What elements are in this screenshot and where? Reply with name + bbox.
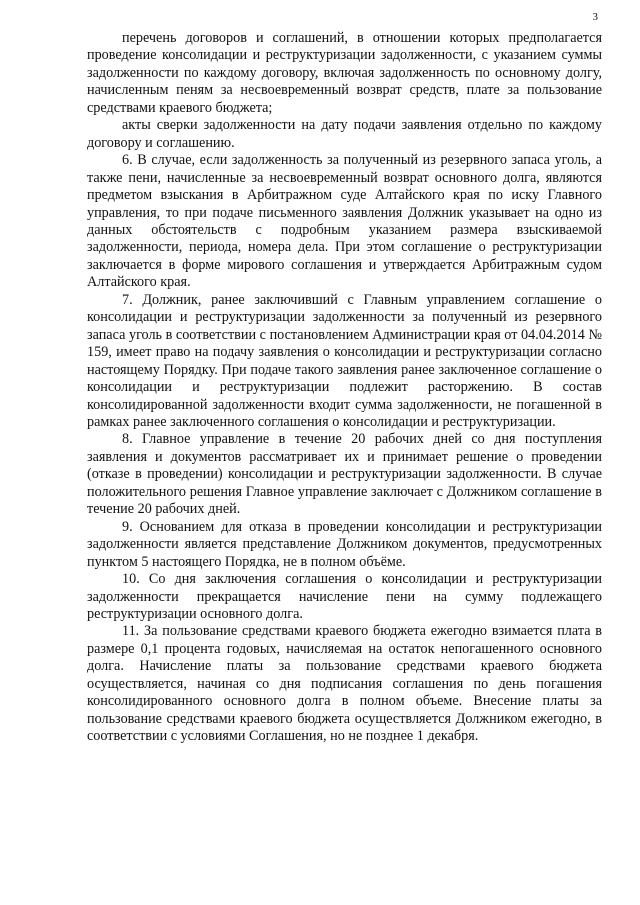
paragraph-item-7: 7. Должник, ранее заключивший с Главным управлением соглашение о консолидации и реструктуризации задолженности за полученный из резервного запаса уголь в соответствии с постановлением Администрации края от 04.04.2014 № 159, имеет право на подачу заявления о консолидации и реструктуризации согласно настоящему Порядку. При подаче такого заявления ранее заключенное соглашение о консолидации и реструктуризации подлежит расторжению. В состав консолидированной задолженности входит сумма задолженности, не погашенной в рамках ранее заключенного соглашения о консолидации и реструктуризации.	[87, 291, 602, 430]
page-number: 3	[592, 11, 598, 23]
paragraph-contracts-list: перечень договоров и соглашений, в отношении которых предполагается проведение консолидации и реструктуризации задолженности, с указанием суммы задолженности по каждому договору, включая задолженность по основному долгу, начисленным пеням за несвоевременный возврат средств, плате за пользование средствами краевого бюджета;	[87, 30, 602, 116]
paragraph-item-8: 8. Главное управление в течение 20 рабочих дней со дня поступления заявления и документов рассматривает их и принимает решение о проведении (отказе в проведении) консолидации и реструктуризации задолженности. В случае положительного решения Главное управление заключает с Должником соглашение в течение 20 рабочих дней.	[87, 431, 602, 518]
paragraph-item-9: 9. Основанием для отказа в проведении консолидации и реструктуризации задолженности является представление Должником документов, предусмотренных пунктом 5 настоящего Порядка, не в полном объёме.	[87, 518, 602, 570]
paragraph-item-11: 11. За пользование средствами краевого бюджета ежегодно взимается плата в размере 0,1 процента годовых, начисляемая на остаток непогашенного основного долга. Начисление платы за пользование средствами краевого бюджета осуществляется, начиная со дня подписания соглашения по день погашения консолидированного основного долга в полном объеме. Внесение платы за пользование средствами краевого бюджета осуществляется Должником ежегодно, в соответствии с условиями Соглашения, но не позднее 1 декабря.	[87, 623, 602, 745]
document-body	[87, 30, 602, 746]
paragraph-item-6: 6. В случае, если задолженность за полученный из резервного запаса уголь, а также пени, начисленные за несвоевременный возврат основного долга, являются предметом взыскания в Арбитражном суде Алтайского края по иску Главного управления, то при подаче письменного заявления Должник указывает на одно из данных обстоятельств с подробным указанием размера взыскиваемой задолженности, периода, номера дела. При этом соглашение о реструктуризации заключается в форме мирового соглашения и утверждается Арбитражным судом Алтайского края.	[87, 152, 602, 291]
paragraph-reconciliation-acts: акты сверки задолженности на дату подачи заявления отдельно по каждому договору и соглашению.	[87, 117, 602, 151]
paragraph-item-10: 10. Со дня заключения соглашения о консолидации и реструктуризации задолженности прекращается начисление пени на сумму подлежащего реструктуризации основного долга.	[87, 571, 602, 622]
